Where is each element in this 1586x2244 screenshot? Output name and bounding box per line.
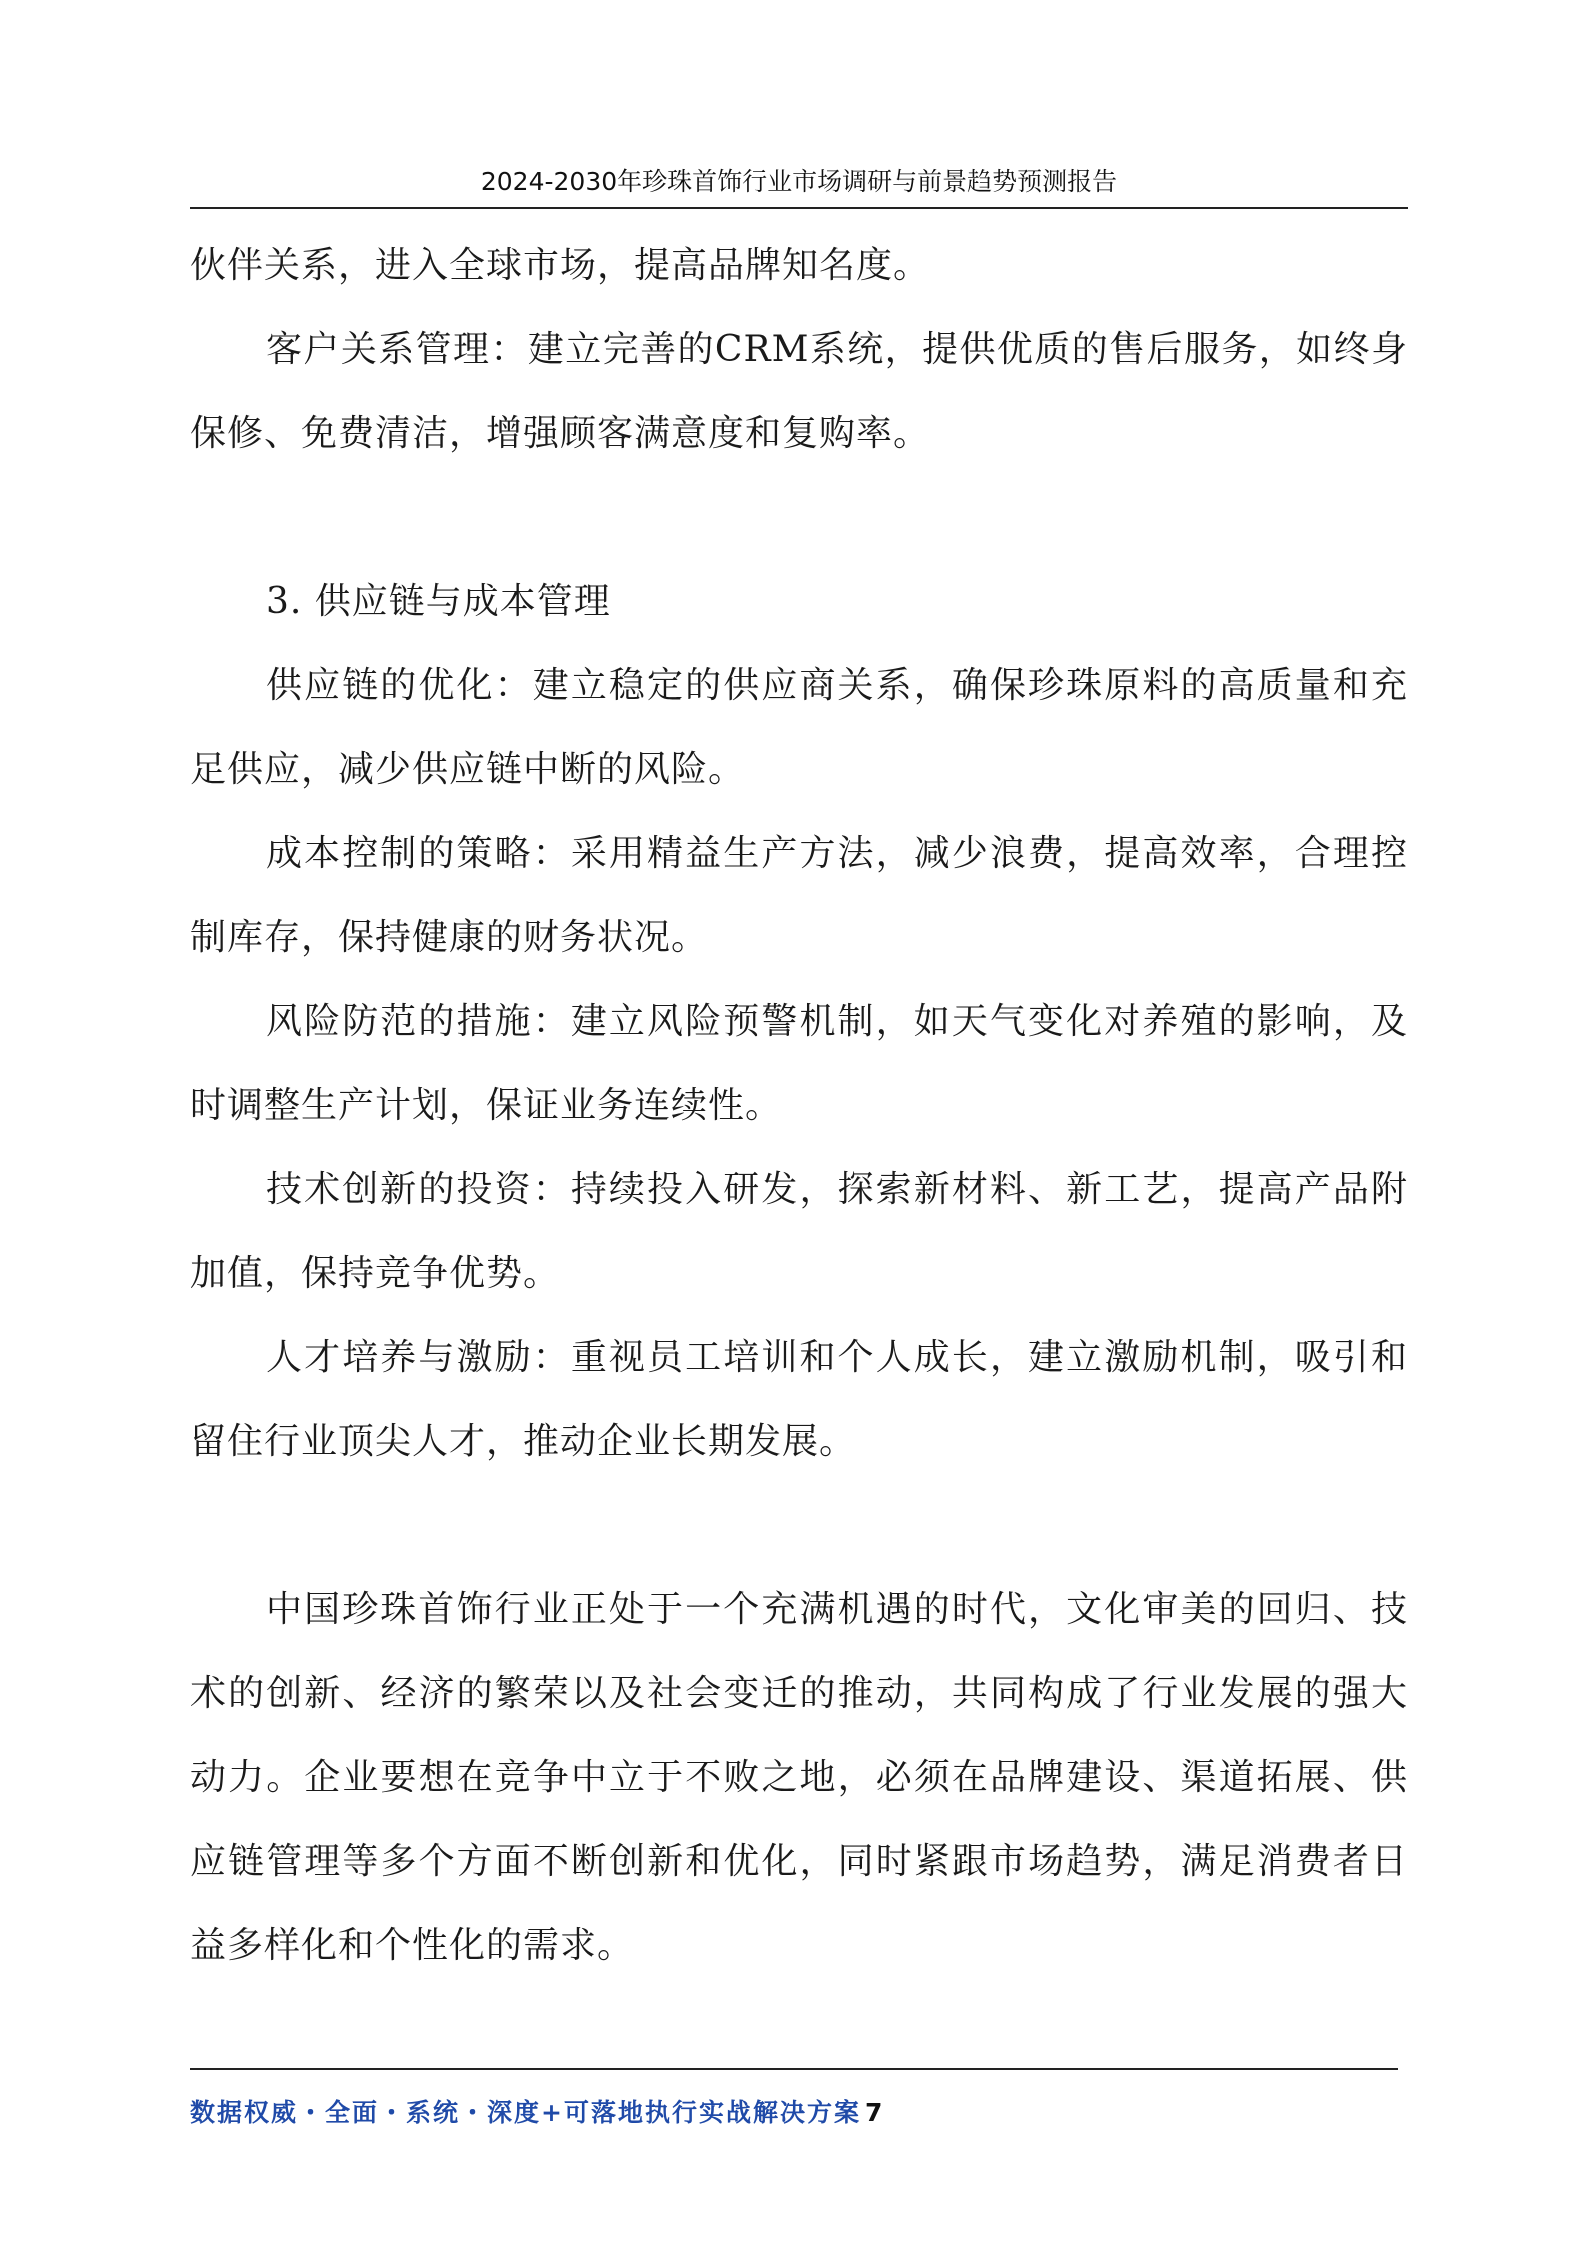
paragraph-continuation: 伙伴关系，进入全球市场，提高品牌知名度。 (190, 245, 931, 286)
header-divider (190, 207, 1408, 209)
paragraph-talent: 人才培养与激励：重视员工培训和个人成长，建立激励机制，吸引和留住行业顶尖人才，推动企业长期发展。 (190, 1337, 1408, 1462)
paragraph-tech-innovation: 技术创新的投资：持续投入研发，探索新材料、新工艺，提高产品附加值，保持竞争优势。 (190, 1169, 1408, 1294)
footer-divider (190, 2068, 1398, 2070)
paragraph-supply-chain-optimization: 供应链的优化：建立稳定的供应商关系，确保珍珠原料的高质量和充足供应，减少供应链中断的风险。 (190, 665, 1408, 790)
paragraph-risk-prevention: 风险防范的措施：建立风险预警机制，如天气变化对养殖的影响，及时调整生产计划，保证业务连续性。 (190, 1001, 1408, 1126)
section-heading-supply-chain: 3. 供应链与成本管理 (266, 581, 611, 622)
page-number: 7 (864, 2098, 883, 2127)
paragraph-cost-control: 成本控制的策略：采用精益生产方法，减少浪费，提高效率，合理控制库存，保持健康的财务状况。 (190, 833, 1408, 958)
paragraph-conclusion: 中国珍珠首饰行业正处于一个充满机遇的时代，文化审美的回归、技术的创新、经济的繁荣以及社会变迁的推动，共同构成了行业发展的强大动力。企业要想在竞争中立于不败之地，必须在品牌建设、渠道拓展、供应链管理等多个方面不断创新和优化，同时紧跟市场趋势，满足消费者日益多样化和个性化的需求。 (190, 1589, 1408, 1966)
paragraph-gap (190, 1484, 1408, 1568)
page-footer (190, 2093, 882, 2129)
paragraph-gap (190, 476, 1408, 560)
page-header-title: 2024-2030年珍珠首饰行业市场调研与前景趋势预测报告 (480, 167, 1118, 196)
document-body (190, 224, 1408, 1988)
paragraph-crm: 客户关系管理：建立完善的CRM系统，提供优质的售后服务，如终身保修、免费清洁，增强顾客满意度和复购率。 (190, 329, 1408, 454)
footer-slogan: 数据权威・全面・系统・深度+可落地执行实战解决方案 (190, 2098, 861, 2127)
